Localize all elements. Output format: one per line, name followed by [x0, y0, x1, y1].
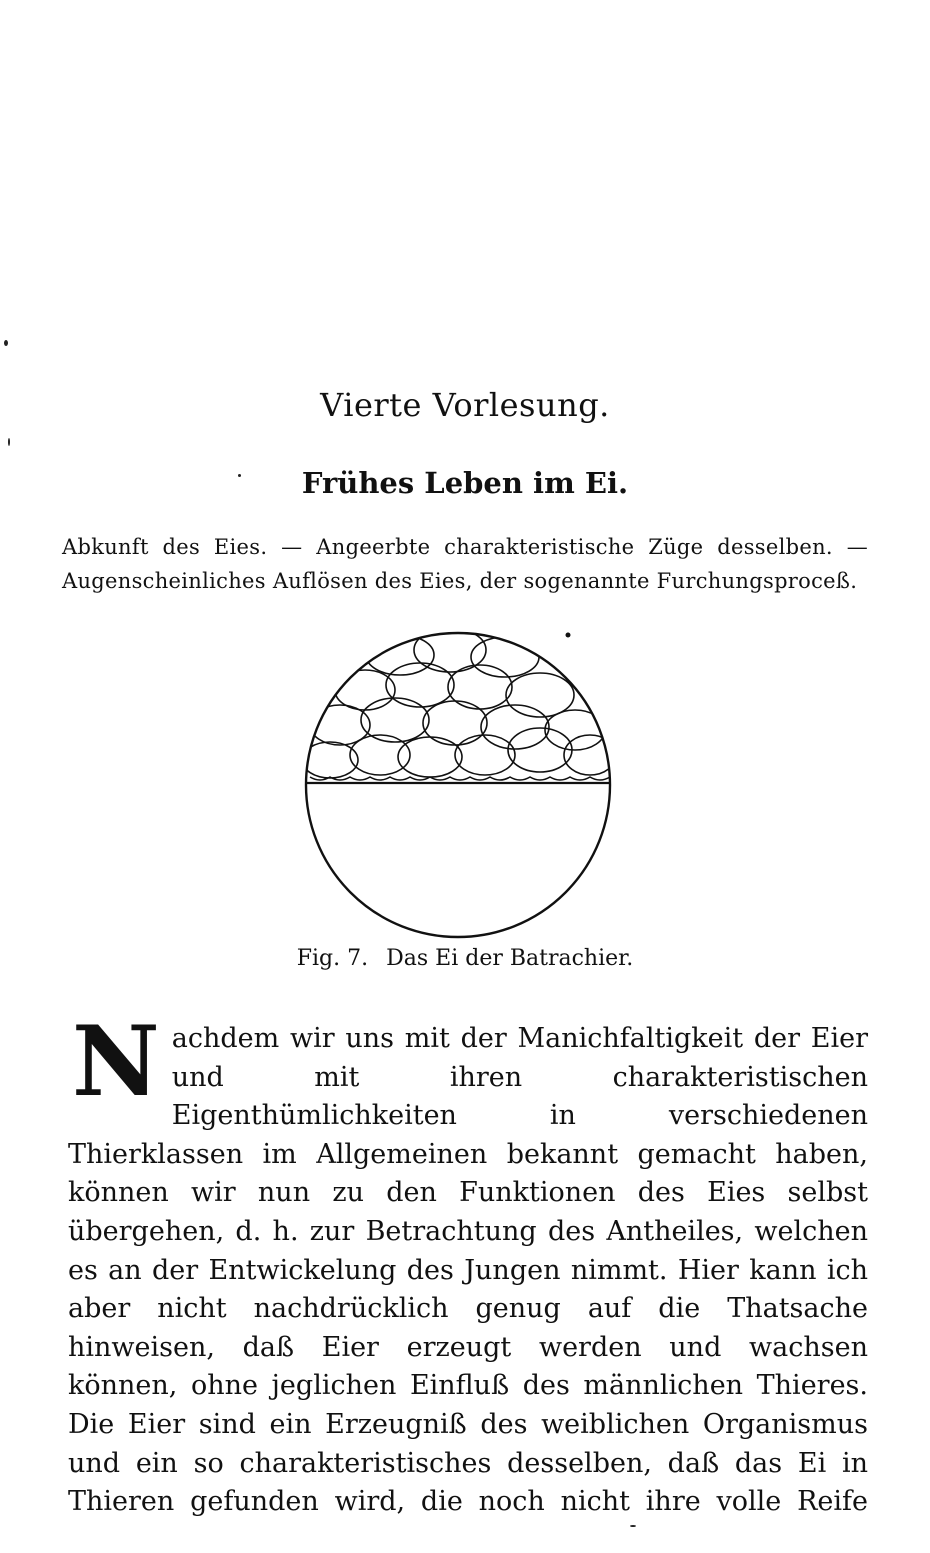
- body-paragraph: [68, 1005, 868, 1522]
- page-speck: [8, 438, 10, 446]
- page-speck: [238, 474, 241, 477]
- chapter-title: Frühes Leben im Ei.: [301, 466, 629, 500]
- batrachian-egg-drawing: [290, 615, 630, 945]
- figure-number: Fig. 7.: [296, 946, 369, 971]
- figure-caption-text: Das Ei der Batrachier.: [386, 946, 634, 971]
- egg-illustration: [290, 615, 630, 945]
- lecture-heading: Vierte Vorlesung.: [320, 386, 610, 424]
- decorative-initial: N: [72, 1005, 160, 1118]
- page-speck: [630, 1525, 636, 1527]
- body-paragraph-text: achdem wir uns mit der Manichfaltigkeit der Eier und mit ihren charakteristischen Eigenthümlichkeiten in verschiedenen Thierklassen im Allgemeinen bekannt gemacht haben, können wir nun zu den Funktionen des Eies selbst übergehen, d. h. zur Betrachtung des Antheiles, welchen es an der Entwickelung des Jungen nimmt. Hier kann ich aber nicht nachdrücklich genug auf die Thatsache hinweisen, daß Eier erzeugt werden und wachsen können, ohne jeglichen Einfluß des männlichen Thieres. Die Eier sind ein Erzeugniß des weiblichen Organismus und ein so charakteristisches desselben, daß das Ei in Thieren gefunden wird, die noch nicht ihre volle Reife: [68, 1023, 868, 1518]
- page-speck: [4, 340, 8, 346]
- figure-caption: [0, 946, 930, 971]
- chapter-summary: Abkunft des Eies. — Angeerbte charakteristische Züge desselben. — Augenscheinliches Auflösen des Eies, der sogenannte Furchungsproceß.: [62, 535, 868, 593]
